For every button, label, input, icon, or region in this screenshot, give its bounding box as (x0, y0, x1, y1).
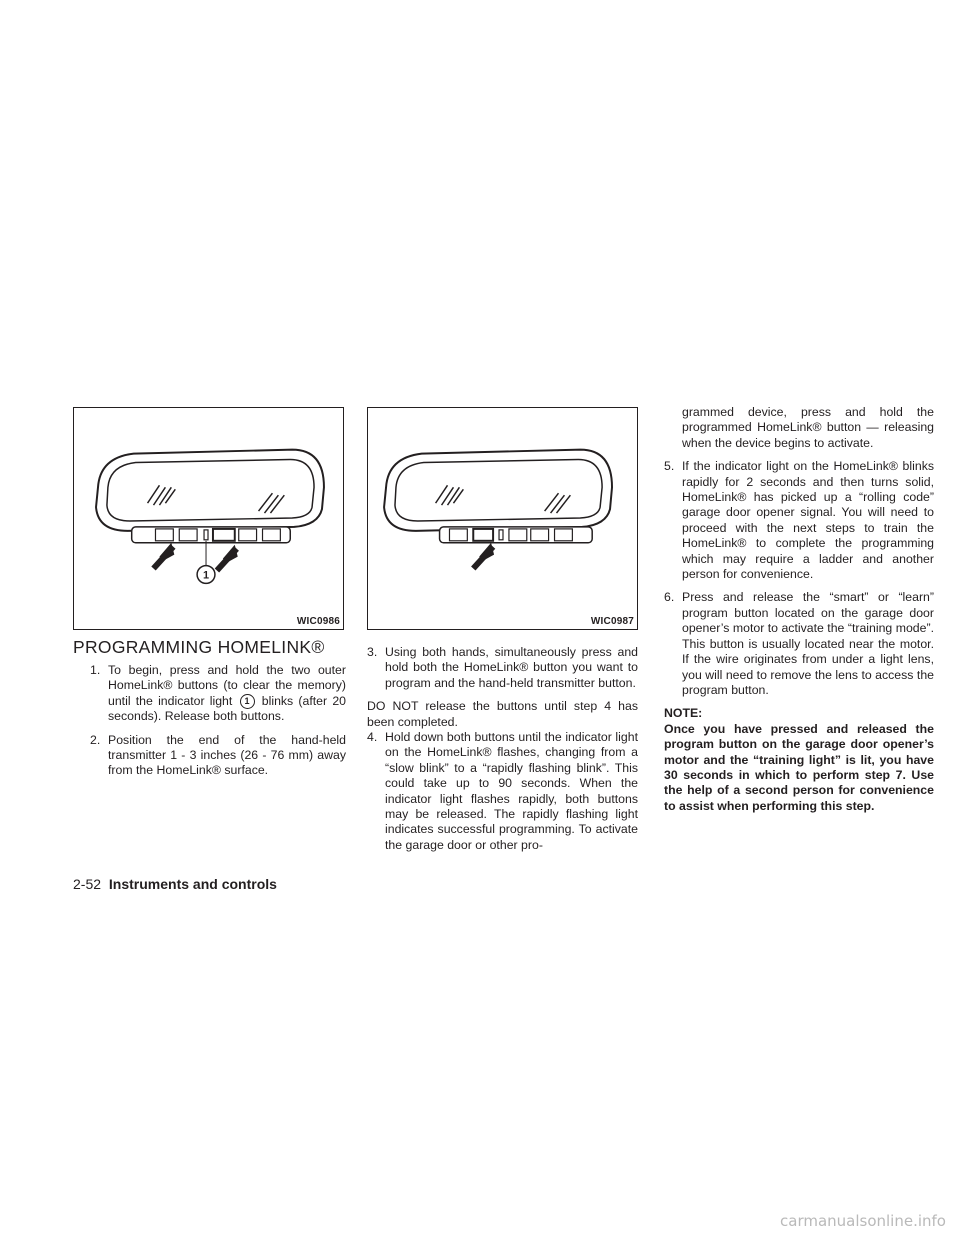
list-item: 2. Position the end of the hand-held transmitter 1 - 3 inches (26 - 76 mm) away from the HomeLink® surface. (90, 732, 346, 778)
list-item: 1. To begin, press and hold the two outer HomeLink® buttons (to clear the memory) until the indicator light 1 blinks (after 20 seconds). Release both buttons. (90, 663, 347, 724)
list-item: 3. Using both hands, simultaneously press and hold both the HomeLink® button you want to program and the hand-held transmitter button. (367, 645, 638, 690)
svg-text:1: 1 (202, 569, 210, 582)
figure-code: WIC0986 (296, 616, 340, 627)
page-number: 2-52 (73, 876, 102, 892)
column-3 (664, 405, 934, 814)
column-1 (90, 663, 346, 787)
watermark: carmanualsonline.info (780, 1212, 946, 1230)
figure-mirror-one-button (367, 407, 638, 630)
note-heading: NOTE: (664, 706, 703, 721)
list-item: 5. If the indicator light on the HomeLink® blinks rapidly for 2 seconds and then turns solid, HomeLink® has picked up a “rolling code” garage door opener signal. You will need to proceed with the next steps to train the HomeLink® to complete the programming which may require a ladder and another person for convenience. (664, 459, 934, 582)
list-item: 6. Press and release the “smart” or “learn” program button located on the garage door opener’s motor to activate the “training mode”. This button is usually located near the motor. If the wire originates from under a light lens, you will need to remove the lens to access the program button. (664, 590, 934, 697)
mirror-illustration (74, 408, 343, 629)
section-title: PROGRAMMING HOMELINK® (73, 637, 325, 657)
mirror-illustration (368, 408, 637, 629)
figure-mirror-two-buttons (73, 407, 344, 630)
column-2 (367, 645, 638, 861)
list-item-note: DO NOT release the buttons until step 4 has been completed. (367, 699, 638, 729)
chapter-title: Instruments and controls (108, 876, 277, 892)
continued-text: grammed device, press and hold the programmed HomeLink® button — releasing when the device begins to activate. (682, 405, 934, 450)
list-item: 4. Hold down both buttons until the indicator light on the HomeLink® flashes, changing from a “slow blink” to a “rapidly flashing blink”. This could take up to 90 seconds. When the indicator light flashes rapidly, both buttons may be released. The rapidly flashing light indicates successful programming. To activate the garage door or other pro- (367, 730, 638, 852)
figure-code: WIC0987 (590, 616, 634, 627)
callout-1-icon: 1 (240, 694, 255, 709)
note-body: Once you have pressed and released the program button on the garage door opener’s motor and the “training light” is lit, you have 30 seconds in which to perform step 7. Use the help of a second person for convenience to assist when performing this step. (664, 721, 934, 813)
page-footer (73, 876, 277, 892)
